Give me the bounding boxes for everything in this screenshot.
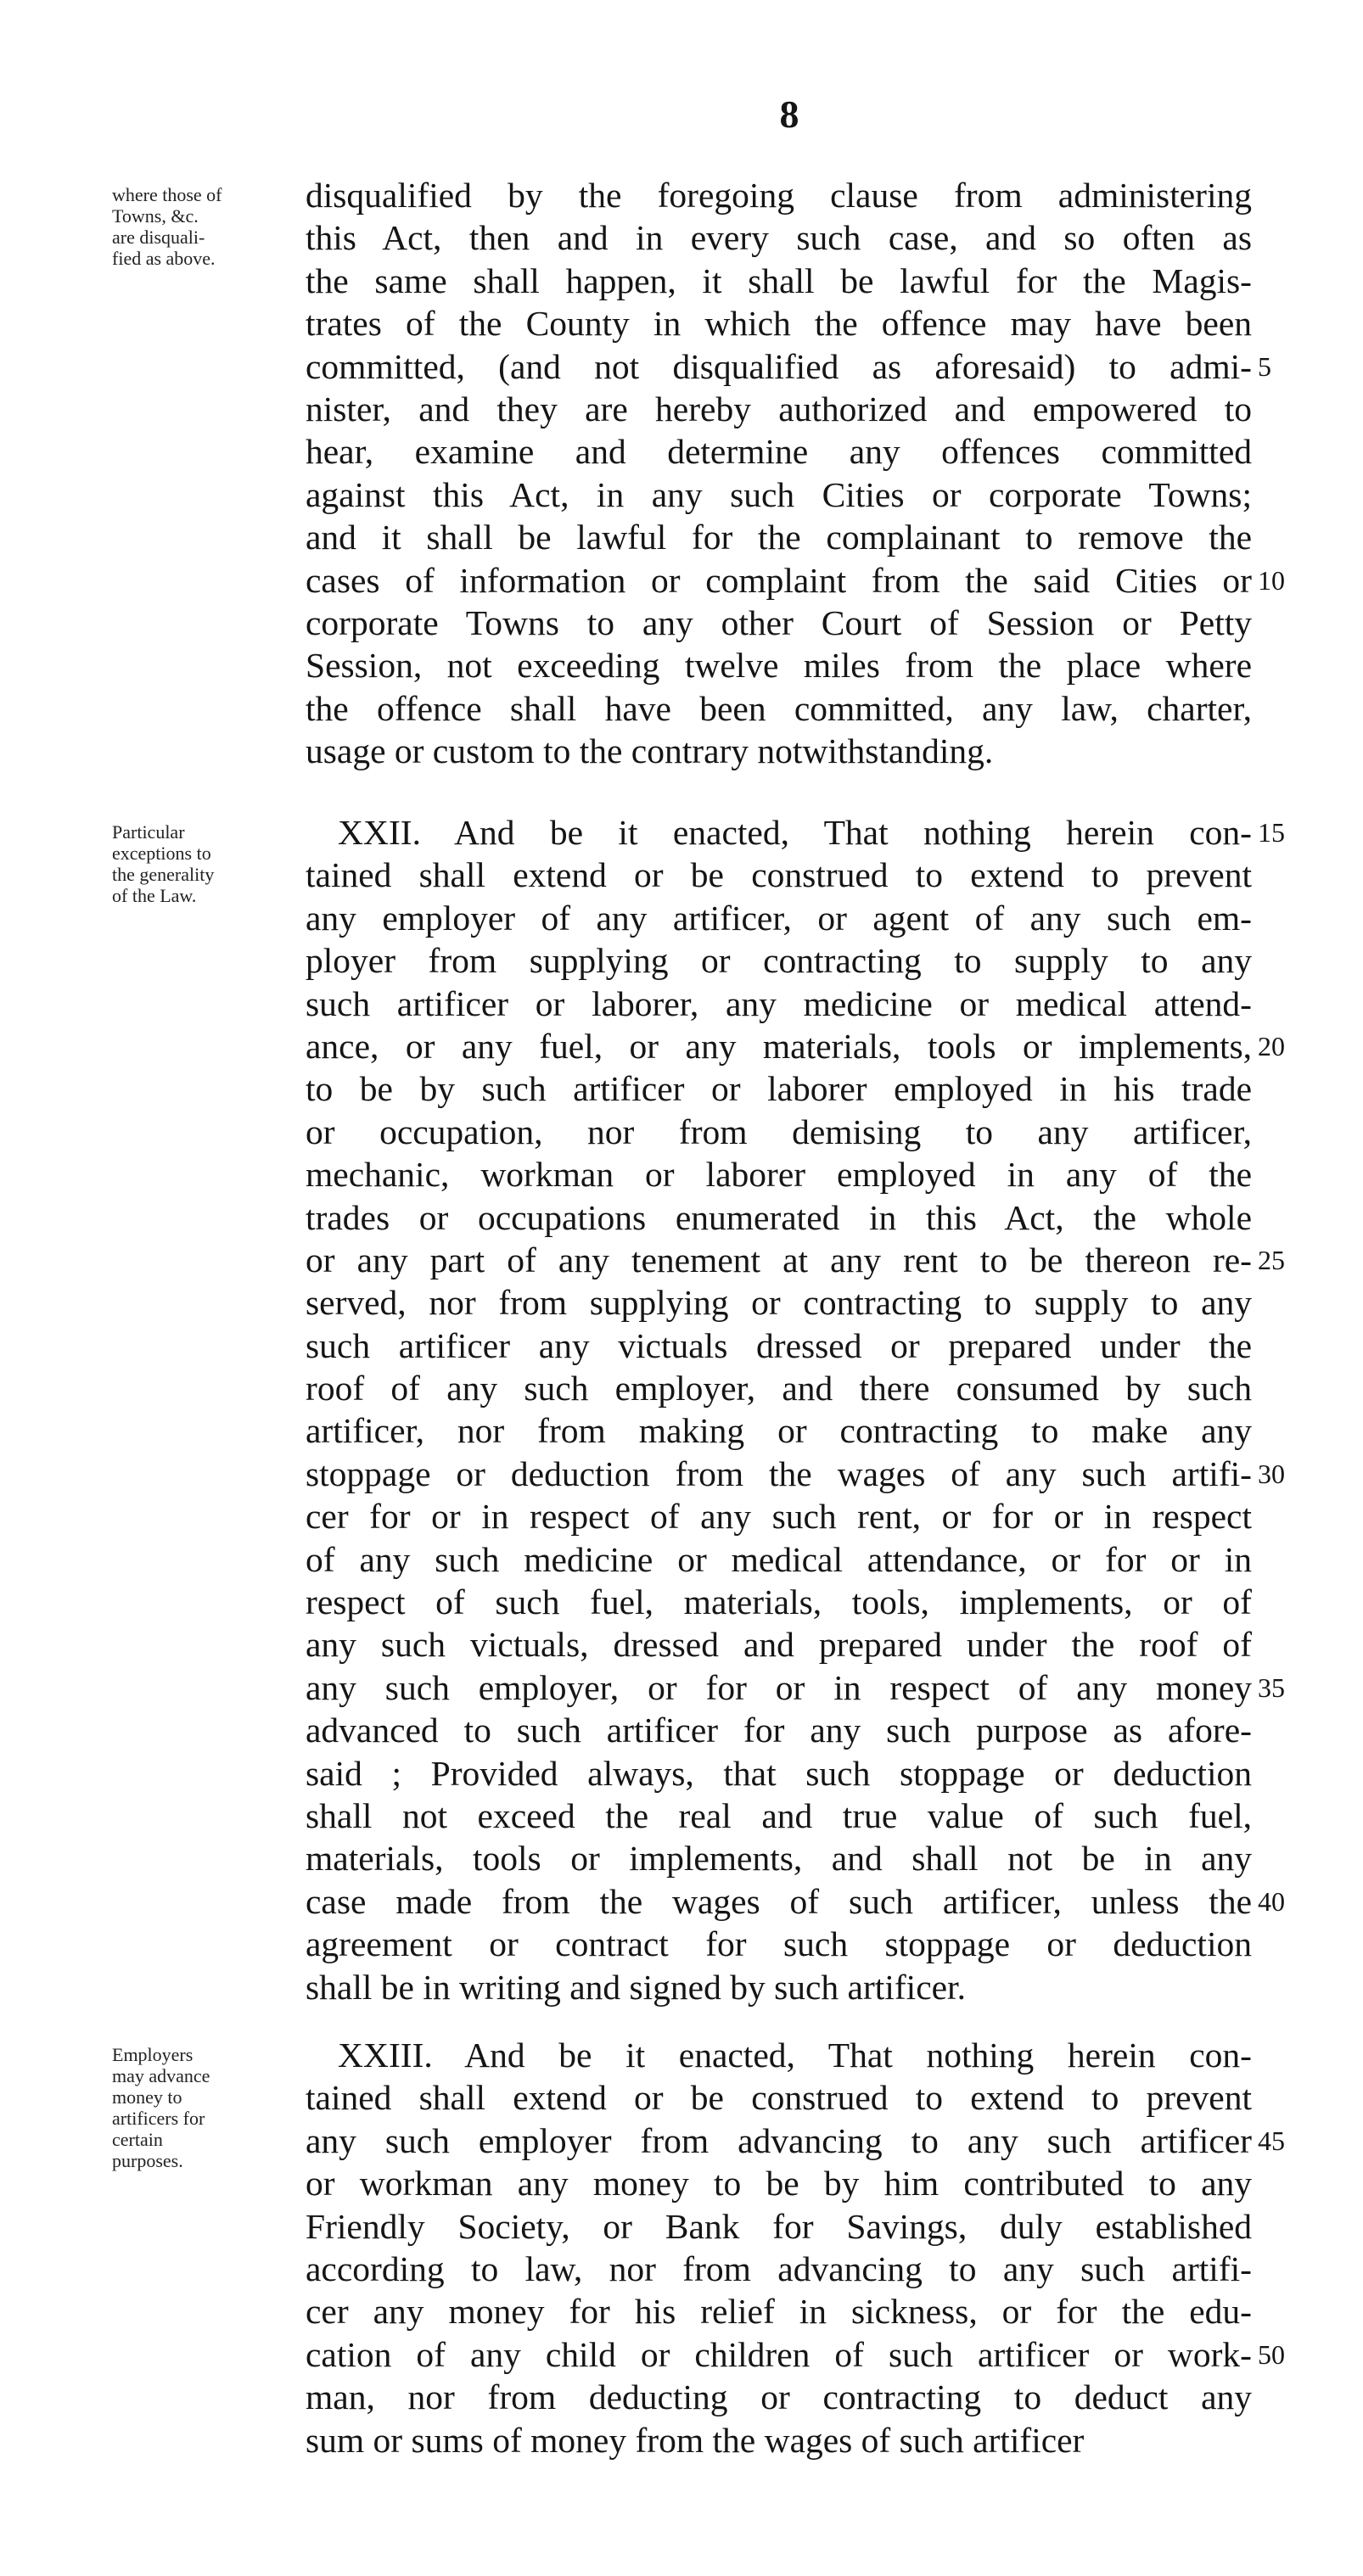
- paragraph: [306, 811, 1252, 2008]
- paragraph: [306, 174, 1252, 772]
- side-note-line: are disquali-: [112, 227, 205, 248]
- text-line: corporate Towns to any other Court of Session or Petty: [306, 602, 1252, 642]
- text-line: any such employer, or for or in respect of any money: [306, 1667, 1252, 1707]
- text-line: [306, 811, 1252, 854]
- text-line: materials, tools or implements, and shall not be in any: [306, 1839, 1252, 1879]
- line-number: 30: [1258, 1459, 1285, 1489]
- side-note-line: Employers: [112, 2044, 194, 2065]
- side-note-line: purposes.: [112, 2150, 183, 2171]
- text-line: respect of such fuel, materials, tools, implements, or of: [306, 1582, 1252, 1622]
- side-note-line: money to: [112, 2086, 182, 2108]
- paragraph: [306, 2034, 1252, 2461]
- text-line: [306, 2034, 1252, 2076]
- text-line: the offence shall have been committed, any law, charter,: [306, 688, 1252, 728]
- text-line: cer any money for his relief in sickness, or for the edu-: [306, 2292, 1252, 2332]
- side-note-line: the generality: [112, 864, 215, 885]
- text-line: such artificer or laborer, any medicine or medical attend-: [306, 983, 1252, 1023]
- line-number: 25: [1258, 1245, 1285, 1275]
- text-line: ance, or any fuel, or any materials, tools or implements,: [306, 1026, 1252, 1066]
- text-span: XXIII. And be it enacted, That nothing herein con-: [338, 2036, 1252, 2075]
- text-line: this Act, then and in every such case, and so often as: [306, 218, 1252, 258]
- side-note: [112, 184, 304, 269]
- text-line: tained shall extend or be construed to extend to prevent: [306, 855, 1252, 895]
- text-line: against this Act, in any such Cities or corporate Towns;: [306, 474, 1252, 514]
- text-line: served, nor from supplying or contracting to supply to any: [306, 1283, 1252, 1323]
- text-line: any such victuals, dressed and prepared under the roof of: [306, 1625, 1252, 1665]
- text-line: or workman any money to be by him contributed to any: [306, 2164, 1252, 2204]
- line-number: 20: [1258, 1031, 1285, 1061]
- text-line: Session, not exceeding twelve miles from the place where: [306, 646, 1252, 686]
- text-line: according to law, nor from advancing to any such artifi-: [306, 2248, 1252, 2288]
- text-line: sum or sums of money from the wages of such artificer: [306, 2420, 1085, 2460]
- text-line: stoppage or deduction from the wages of any such artifi-: [306, 1453, 1252, 1493]
- text-line: shall not exceed the real and true value of such fuel,: [306, 1795, 1252, 1835]
- text-line: artificer, nor from making or contracting to make any: [306, 1411, 1252, 1451]
- page-number: 8: [779, 92, 799, 136]
- text-line: any such employer from advancing to any such artificer: [306, 2120, 1252, 2160]
- side-note-line: certain: [112, 2129, 163, 2150]
- text-line: trades or occupations enumerated in this Act, the whole: [306, 1197, 1252, 1237]
- line-number: 10: [1258, 564, 1285, 596]
- text-line: case made from the wages of such artificer, unless the: [306, 1881, 1252, 1921]
- text-line: shall be in writing and signed by such artificer.: [306, 1967, 966, 2007]
- side-note: [112, 2044, 304, 2171]
- text-line: Friendly Society, or Bank for Savings, duly established: [306, 2206, 1252, 2246]
- side-note-line: Particular: [112, 821, 185, 843]
- side-note-line: may advance: [112, 2065, 210, 2086]
- text-line: any employer of any artificer, or agent of any such em-: [306, 898, 1252, 938]
- side-note-line: Towns, &c.: [112, 205, 199, 227]
- text-line: man, nor from deducting or contracting to deduct any: [306, 2377, 1252, 2417]
- text-line: cer for or in respect of any such rent, or for or in respect: [306, 1497, 1252, 1537]
- text-line: of any such medicine or medical attendance, or for or in: [306, 1539, 1252, 1579]
- text-line: such artificer any victuals dressed or prepared under the: [306, 1325, 1252, 1365]
- text-line: disqualified by the foregoing clause from administering: [306, 176, 1252, 215]
- side-note-line: artificers for: [112, 2108, 205, 2129]
- text-line: cases of information or complaint from the said Cities or: [306, 560, 1252, 600]
- text-line: tained shall extend or be construed to extend to prevent: [306, 2078, 1252, 2118]
- text-line: or any part of any tenement at any rent to be thereon re-: [306, 1240, 1252, 1280]
- text-line: mechanic, workman or laborer employed in any of the: [306, 1155, 1252, 1195]
- line-number: 45: [1258, 2125, 1285, 2156]
- text-line: nister, and they are hereby authorized and empowered to: [306, 389, 1252, 428]
- text-line: trates of the County in which the offence may have been: [306, 304, 1252, 344]
- side-note-line: exceptions to: [112, 843, 211, 864]
- side-note-line: of the Law.: [112, 885, 197, 906]
- line-number: 50: [1258, 2338, 1285, 2370]
- text-line: usage or custom to the contrary notwithstanding.: [306, 731, 994, 771]
- text-span: XXII. And be it enacted, That nothing herein con-: [338, 813, 1252, 852]
- side-note-line: where those of: [112, 184, 222, 205]
- text-line: ployer from supplying or contracting to supply to any: [306, 941, 1252, 981]
- line-number: 5: [1258, 350, 1271, 382]
- text-line: hear, examine and determine any offences committed: [306, 432, 1252, 472]
- text-line: the same shall happen, it shall be lawful for the Magis-: [306, 260, 1252, 300]
- text-line: to be by such artificer or laborer employed in his trade: [306, 1069, 1252, 1109]
- text-line: roof of any such employer, and there consumed by such: [306, 1369, 1252, 1408]
- side-note: [112, 821, 304, 906]
- text-line: committed, (and not disqualified as aforesaid) to admi-: [306, 346, 1252, 386]
- text-line: said ; Provided always, that such stoppage or deduction: [306, 1753, 1252, 1793]
- line-number: 15: [1258, 817, 1285, 848]
- text-line: or occupation, nor from demising to any artificer,: [306, 1112, 1252, 1151]
- side-note-line: fied as above.: [112, 248, 216, 269]
- line-number: 35: [1258, 1672, 1285, 1703]
- text-line: advanced to such artificer for any such purpose as afore-: [306, 1711, 1252, 1750]
- text-line: agreement or contract for such stoppage or deduction: [306, 1924, 1252, 1964]
- text-line: and it shall be lawful for the complainant to remove the: [306, 518, 1252, 557]
- text-line: cation of any child or children of such artificer or work-: [306, 2334, 1252, 2374]
- line-number: 40: [1258, 1886, 1285, 1917]
